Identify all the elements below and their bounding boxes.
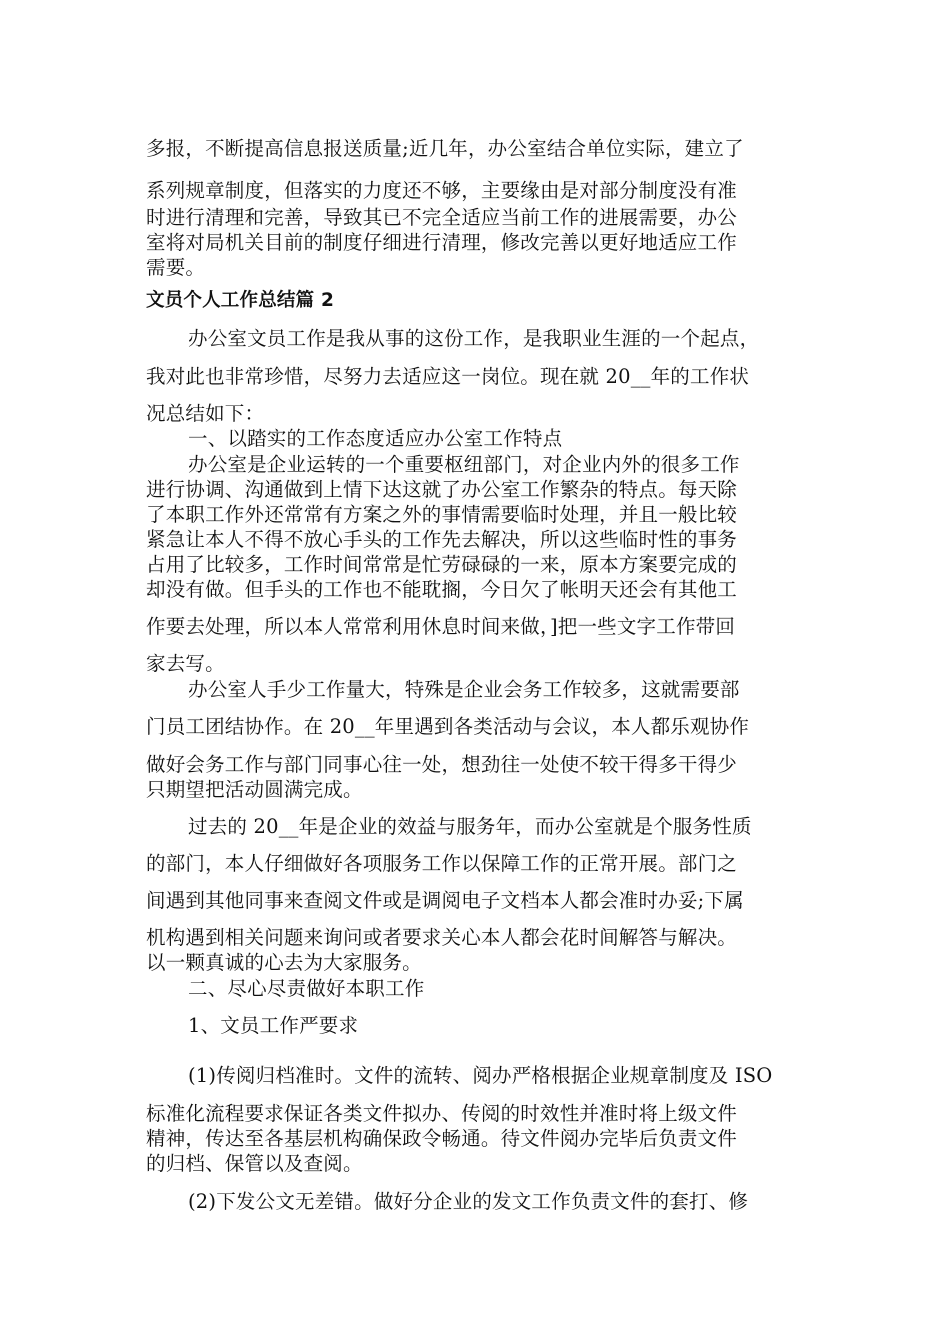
text-line: 系列规章制度，但落实的力度还不够，主要缘由是对部分制度没有准 (146, 179, 738, 202)
text-line: 占用了比较多，工作时间常常是忙劳碌碌的一来，原本方案要完成的 (146, 553, 738, 576)
text-line: 做好会务工作与部门同事心往一处，想劲往一处使不较干得多干得少 (146, 753, 738, 776)
text-line: 紧急让本人不得不放心手头的工作先去解决，所以这些临时性的事务 (146, 528, 738, 551)
text-line: 标准化流程要求保证各类文件拟办、传阅的时效性并准时将上级文件 (146, 1102, 738, 1125)
text-line: 机构遇到相关问题来询问或者要求关心本人都会花时间解答与解决。 (146, 926, 738, 949)
subheading: 1、文员工作严要求 (188, 1014, 359, 1037)
text-line: 多报，不断提高信息报送质量;近几年，办公室结合单位实际，建立了 (146, 137, 744, 160)
text-line: 办公室文员工作是我从事的这份工作，是我职业生涯的一个起点， (188, 327, 760, 350)
text-line: 过去的 20__年是企业的效益与服务年，而办公室就是个服务性质 (188, 815, 752, 838)
text-line: 况总结如下： (146, 402, 265, 425)
section-heading: 文员个人工作总结篇 2 (146, 290, 335, 311)
text-line: (2)下发公文无差错。做好分企业的发文工作负责文件的套打、修 (188, 1190, 749, 1213)
text-line: 时进行清理和完善，导致其已不完全适应当前工作的进展需要，办公 (146, 206, 738, 229)
text-line: 了本职工作外还常常有方案之外的事情需要临时处理，并且一般比较 (146, 503, 738, 526)
text-line: 作要去处理，所以本人常常利用休息时间来做，]把一些文字工作带回 (146, 615, 736, 638)
text-line: 却没有做。但手头的工作也不能耽搁，今日欠了帐明天还会有其他工 (146, 578, 738, 601)
text-line: 办公室是企业运转的一个重要枢纽部门，对企业内外的很多工作 (188, 453, 740, 476)
text-line: 家去写。 (146, 652, 225, 675)
text-line: 需要。 (146, 256, 206, 279)
subheading: 二、尽心尽责做好本职工作 (188, 977, 425, 1000)
subheading: 一、以踏实的工作态度适应办公室工作特点 (188, 427, 563, 450)
text-line: 以一颗真诚的心去为大家服务。 (146, 951, 422, 974)
text-line: 精神，传达至各基层机构确保政令畅通。待文件阅办完毕后负责文件 (146, 1127, 738, 1150)
text-line: 室将对局机关目前的制度仔细进行清理，修改完善以更好地适应工作 (146, 231, 738, 254)
text-line: 间遇到其他同事来查阅文件或是调阅电子文档本人都会准时办妥;下属 (146, 889, 744, 912)
text-line: 只期望把活动圆满完成。 (146, 778, 363, 801)
text-line: 我对此也非常珍惜，尽努力去适应这一岗位。现在就 20__年的工作状 (146, 365, 750, 388)
text-line: 的部门，本人仔细做好各项服务工作以保障工作的正常开展。部门之 (146, 852, 738, 875)
text-line: 进行协调、沟通做到上情下达这就了办公室工作繁杂的特点。每天除 (146, 478, 738, 501)
text-line: 门员工团结协作。在 20__年里遇到各类活动与会议，本人都乐观协作 (146, 715, 750, 738)
text-line: 办公室人手少工作量大，特殊是企业会务工作较多，这就需要部 (188, 678, 740, 701)
text-line: (1)传阅归档准时。文件的流转、阅办严格根据企业规章制度及 ISO (188, 1064, 773, 1087)
text-line: 的归档、保管以及查阅。 (146, 1152, 363, 1175)
